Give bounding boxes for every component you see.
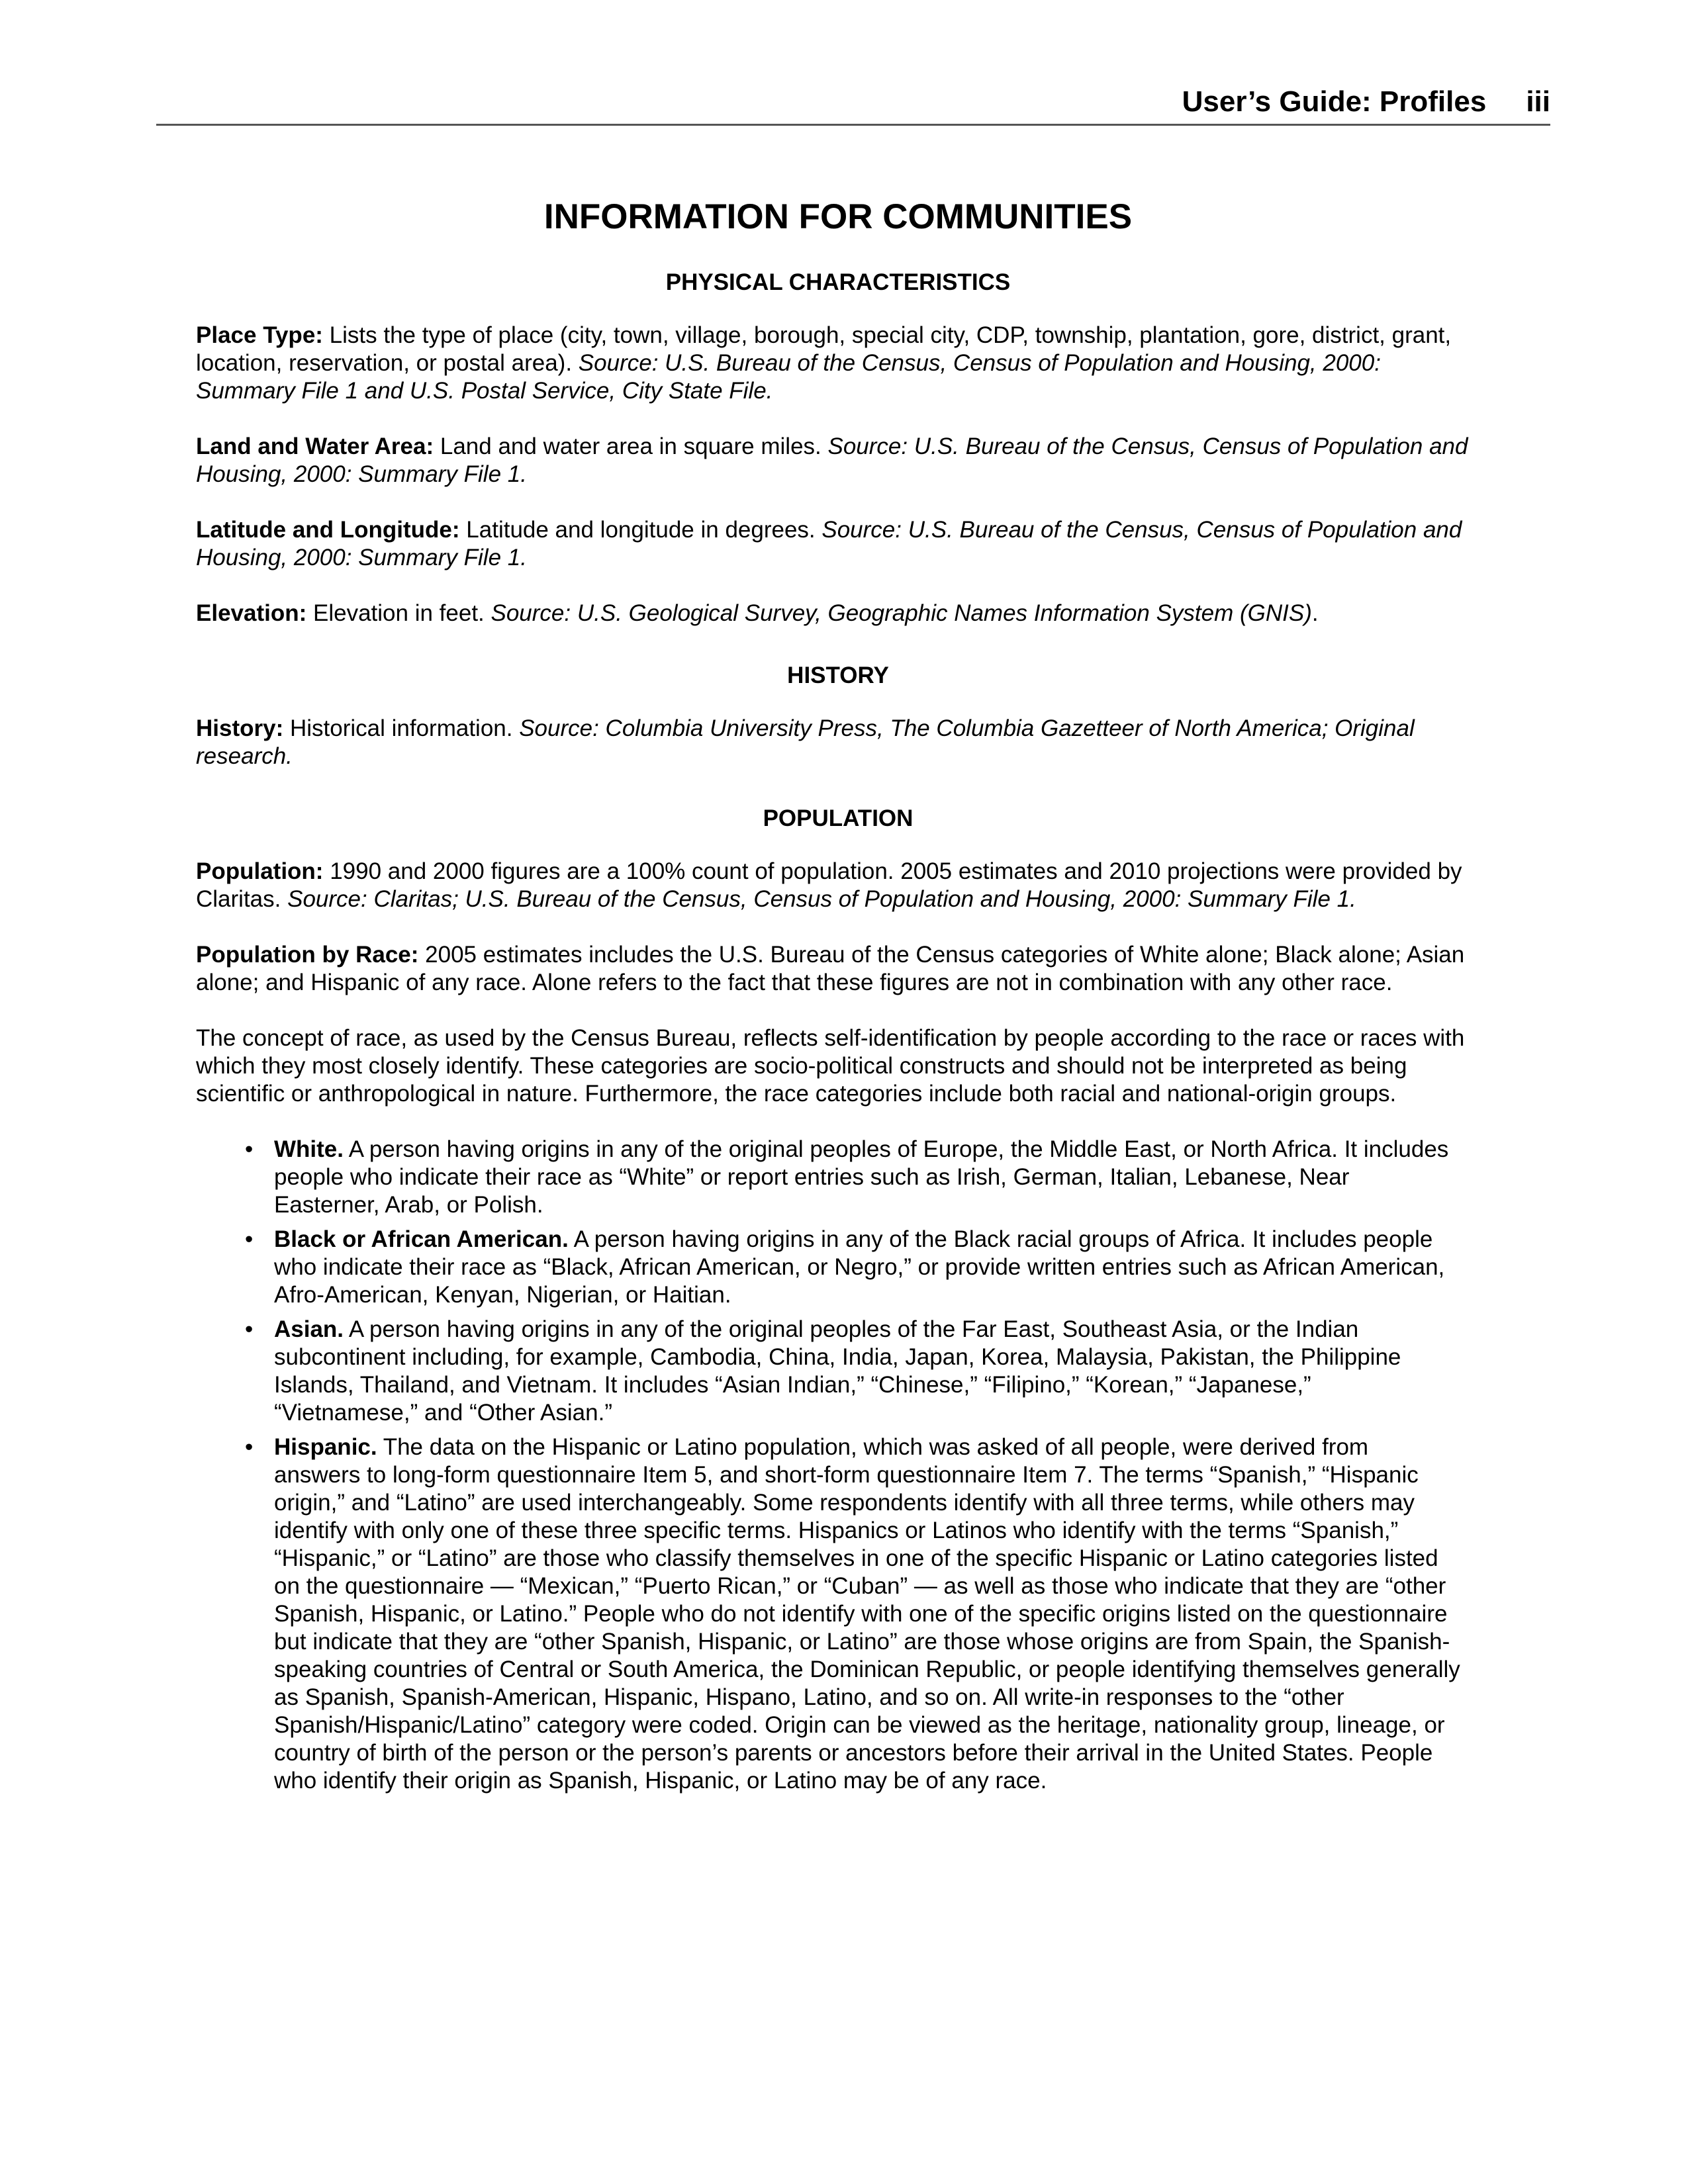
source-citation: Source: Columbia University Press, The Columbia Gazetteer of North America; Original research. [196,715,1415,769]
term-label: White. [274,1136,344,1162]
term-label: Place Type: [196,322,323,348]
bullet-icon: • [245,1316,254,1342]
paragraph-text: 1990 and 2000 figures are a 100% count of population. 2005 estimates and 2010 projections were provided by Claritas. [196,858,1462,912]
source-citation: Source: U.S. Bureau of the Census, Census of Population and Housing, 2000: Summary File 1. [196,433,1468,487]
paragraph-text: Historical information. [283,715,520,741]
term-label: Land and Water Area: [196,433,434,459]
section-heading-history: HISTORY [787,662,889,688]
list-item-black-african-american [245,1226,1480,1309]
paragraph-history [196,715,1480,770]
source-citation: Source: U.S. Bureau of the Census, Census of Population and Housing, 2000: Summary File 1 and U.S. Postal Service, City State File. [196,350,1381,404]
term-label: History: [196,715,284,741]
list-item-white [245,1136,1480,1219]
header-title: User’s Guide: Profiles [1182,85,1487,118]
term-label: Population by Race: [196,942,419,968]
paragraph-race-concept: The concept of race, as used by the Census Bureau, reflects self-identification by people according to the race or races with which they most closely identify. These categories are socio-political constructs and should not be interpreted as being scientific or anthropological in nature. Furthermore, the race categories include both racial and national-origin groups. [196,1025,1465,1107]
source-citation: Source: Claritas; U.S. Bureau of the Census, Census of Population and Housing, 2000: Summary File 1. [287,886,1356,912]
document-body [196,196,1480,1801]
list-item-text: The data on the Hispanic or Latino population, which was asked of all people, were derived from answers to long-form questionnaire Item 5, and short-form questionnaire Item 7. The terms “Spanish,” “Hispanic origin,” and “Latino” are used interchangeably. Some respondents identify with all three terms, while others may identify with only one of these three specific terms. Hispanics or Latinos who identify with the terms “Spanish,” “Hispanic,” or “Latino” are those who classify themselves in one of the specific Hispanic or Latino categories listed on the questionnaire — “Mexican,” “Puerto Rican,” or “Cuban” — as well as those who indicate that they are “other Spanish, Hispanic, or Latino.” People who do not identify with one of the specific origins listed on the questionnaire but indicate that they are “other Spanish, Hispanic, or Latino” are those whose origins are from Spain, the Spanish-speaking countries of Central or South America, the Dominican Republic, or people identifying themselves generally as Spanish, Spanish-American, Hispanic, Hispano, Latino, and so on. All write-in responses to the “other Spanish/Hispanic/Latino” category were coded. Origin can be viewed as the heritage, nationality group, lineage, or country of birth of the person or the person’s parents or ancestors before their arrival in the United States. People who identify their origin as Spanish, Hispanic, or Latino may be of any race. [274,1434,1460,1794]
paragraph-text: Land and water area in square miles. [434,433,828,459]
paragraph-latitude-longitude [196,516,1480,572]
paragraph-text: 2005 estimates includes the U.S. Bureau of the Census categories of White alone; Black alone; Asian alone; and Hispanic of any race. Alone refers to the fact that these figures are not in combination with any other race. [196,942,1465,995]
paragraph-land-water-area [196,433,1480,488]
list-item-hispanic [245,1433,1480,1795]
section-heading-physical: PHYSICAL CHARACTERISTICS [665,269,1011,295]
page-header [156,82,1550,126]
paragraph-text: Lists the type of place (city, town, village, borough, special city, CDP, township, plantation, gore, district, grant, location, reservation, or postal area). [196,322,1452,376]
paragraph-elevation [196,600,1480,627]
term-label: Latitude and Longitude: [196,517,460,543]
list-item-text: A person having origins in any of the original peoples of the Far East, Southeast Asia, or the Indian subcontinent including, for example, Cambodia, China, India, Japan, Korea, Malaysia, Pakistan, the Philippine Islands, Thailand, and Vietnam. It includes “Asian Indian,” “Chinese,” “Filipino,” “Korean,” “Japanese,” “Vietnamese,” and “Other Asian.” [274,1316,1401,1426]
term-label: Population: [196,858,324,884]
header-page-number: iii [1526,85,1550,118]
list-item-asian [245,1316,1480,1427]
bullet-icon: • [245,1434,254,1460]
source-citation: Source: U.S. Geological Survey, Geographic Names Information System (GNIS) [491,600,1312,626]
document-title: INFORMATION FOR COMMUNITIES [543,197,1133,236]
term-label: Elevation: [196,600,307,626]
bullet-icon: • [245,1136,254,1162]
paragraph-population [196,858,1480,913]
term-label: Asian. [274,1316,344,1342]
paragraph-text: Latitude and longitude in degrees. [459,517,822,543]
source-citation: Source: U.S. Bureau of the Census, Census of Population and Housing, 2000: Summary File 1. [196,517,1462,570]
term-label: Black or African American. [274,1226,569,1252]
paragraph-population-by-race [196,941,1480,997]
bullet-icon: • [245,1226,254,1252]
section-heading-population: POPULATION [763,805,914,831]
paragraph-place-type [196,322,1480,405]
list-item-text: A person having origins in any of the original peoples of Europe, the Middle East, or North Africa. It includes people who indicate their race as “White” or report entries such as Irish, German, Italian, Lebanese, Near Easterner, Arab, or Polish. [274,1136,1449,1218]
paragraph-tail: . [1311,600,1319,626]
term-label: Hispanic. [274,1434,377,1460]
race-category-list [196,1136,1480,1795]
list-item-text: A person having origins in any of the Black racial groups of Africa. It includes people who indicate their race as “Black, African American, or Negro,” or provide written entries such as African American, Afro-American, Kenyan, Nigerian, or Haitian. [274,1226,1445,1308]
paragraph-text: Elevation in feet. [306,600,491,626]
